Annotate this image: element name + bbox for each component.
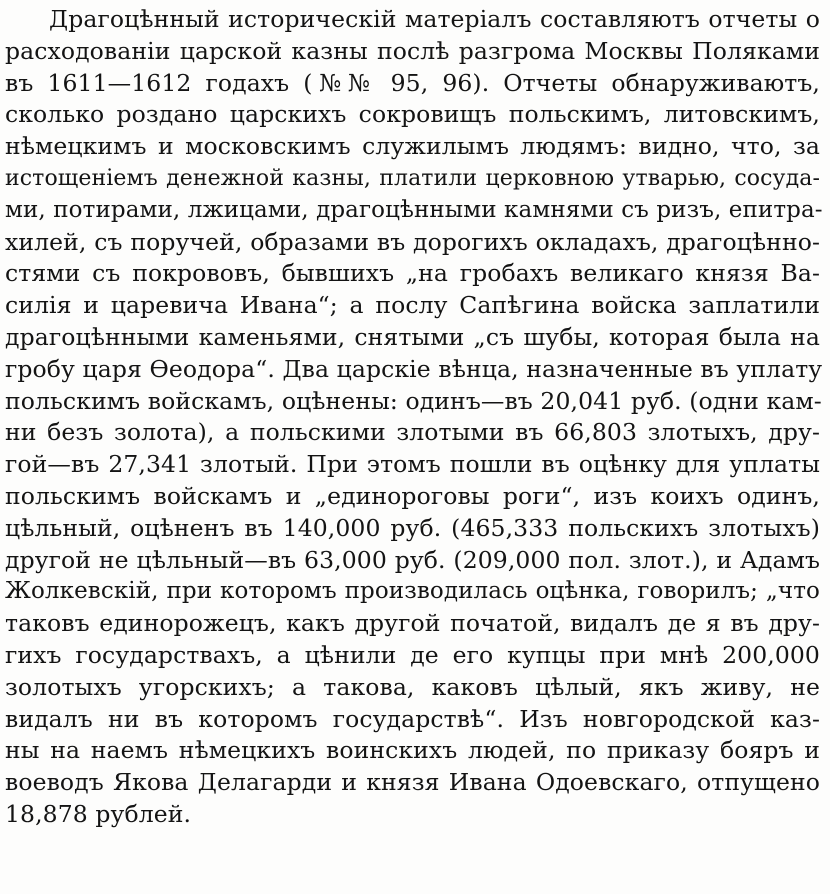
text-line: воеводъ Якова Делагарди и князя Ивана Одоевскаго, отпущено bbox=[5, 768, 820, 797]
text-line: драгоцѣнными каменьями, снятыми „съ шубы, которая была на bbox=[5, 322, 820, 351]
text-line: силія и царевича Ивана“; а послу Сапѣгина войска заплатили bbox=[5, 291, 820, 320]
text-line: сколько роздано царскихъ сокровищъ польскимъ, литовскимъ, bbox=[5, 100, 820, 129]
text-line: гой—въ 27,341 злотый. При этомъ пошли въ оцѣнку для уплаты bbox=[5, 450, 820, 479]
text-line: гробу царя Ѳеодора“. Два царскіе вѣнца, назначенные въ уплату bbox=[5, 354, 823, 383]
text-line: цѣльный, оцѣненъ въ 140,000 руб. (465,333 польскихъ злотыхъ) bbox=[5, 513, 820, 542]
text-line: таковъ единорожецъ, какъ другой початой, видалъ де я въ дру- bbox=[5, 609, 820, 638]
text-line: расходованіи царской казны послѣ разгрома Москвы Поляками bbox=[5, 36, 820, 65]
text-line: польскимъ войскамъ, оцѣнены: одинъ—въ 20,041 руб. (одни кам- bbox=[5, 386, 822, 415]
text-line: стями съ покрововъ, бывшихъ „на гробахъ великаго князя Ва- bbox=[5, 259, 820, 288]
text-line: другой не цѣльный—въ 63,000 руб. (209,000 пол. злот.), и Адамъ bbox=[5, 545, 820, 574]
text-line: Жолкевскій, при которомъ производилась оцѣнка, говорилъ; „что bbox=[5, 578, 820, 605]
text-line: ми, потирами, лжицами, драгоцѣнными камнями съ ризъ, епитра- bbox=[5, 196, 823, 223]
text-line: 18,878 рублей. bbox=[5, 799, 192, 828]
text-line: видалъ ни въ которомъ государствѣ“. Изъ новгородской каз- bbox=[5, 704, 820, 733]
text-line: ни безъ золота), а польскими злотыми въ 66,803 злотыхъ, дру- bbox=[5, 418, 820, 447]
text-line: гихъ государствахъ, а цѣнили де его купцы при мнѣ 200,000 bbox=[5, 640, 820, 669]
text-line: Драгоцѣнный историческій матеріалъ составляютъ отчеты о bbox=[49, 5, 820, 33]
text-line: нѣмецкимъ и московскимъ служилымъ людямъ: видно, что, за bbox=[5, 132, 820, 161]
paragraph bbox=[5, 4, 823, 831]
text-line: польскимъ войскамъ и „единороговы роги“, изъ коихъ одинъ, bbox=[5, 481, 820, 510]
text-line: хилей, съ поручей, образами въ дорогихъ окладахъ, драгоцѣнно- bbox=[5, 227, 820, 256]
text-line: ны на наемъ нѣмецкихъ воинскихъ людей, по приказу бояръ и bbox=[5, 736, 820, 765]
text-line: истощеніемъ денежной казны, платили церковною утварью, сосуда- bbox=[5, 165, 820, 191]
text-line: въ 1611—1612 годахъ (№№ 95, 96). Отчеты обнаруживаютъ, bbox=[5, 68, 820, 97]
text-line: золотыхъ угорскихъ; а такова, каковъ цѣлый, якъ живу, не bbox=[5, 672, 820, 701]
